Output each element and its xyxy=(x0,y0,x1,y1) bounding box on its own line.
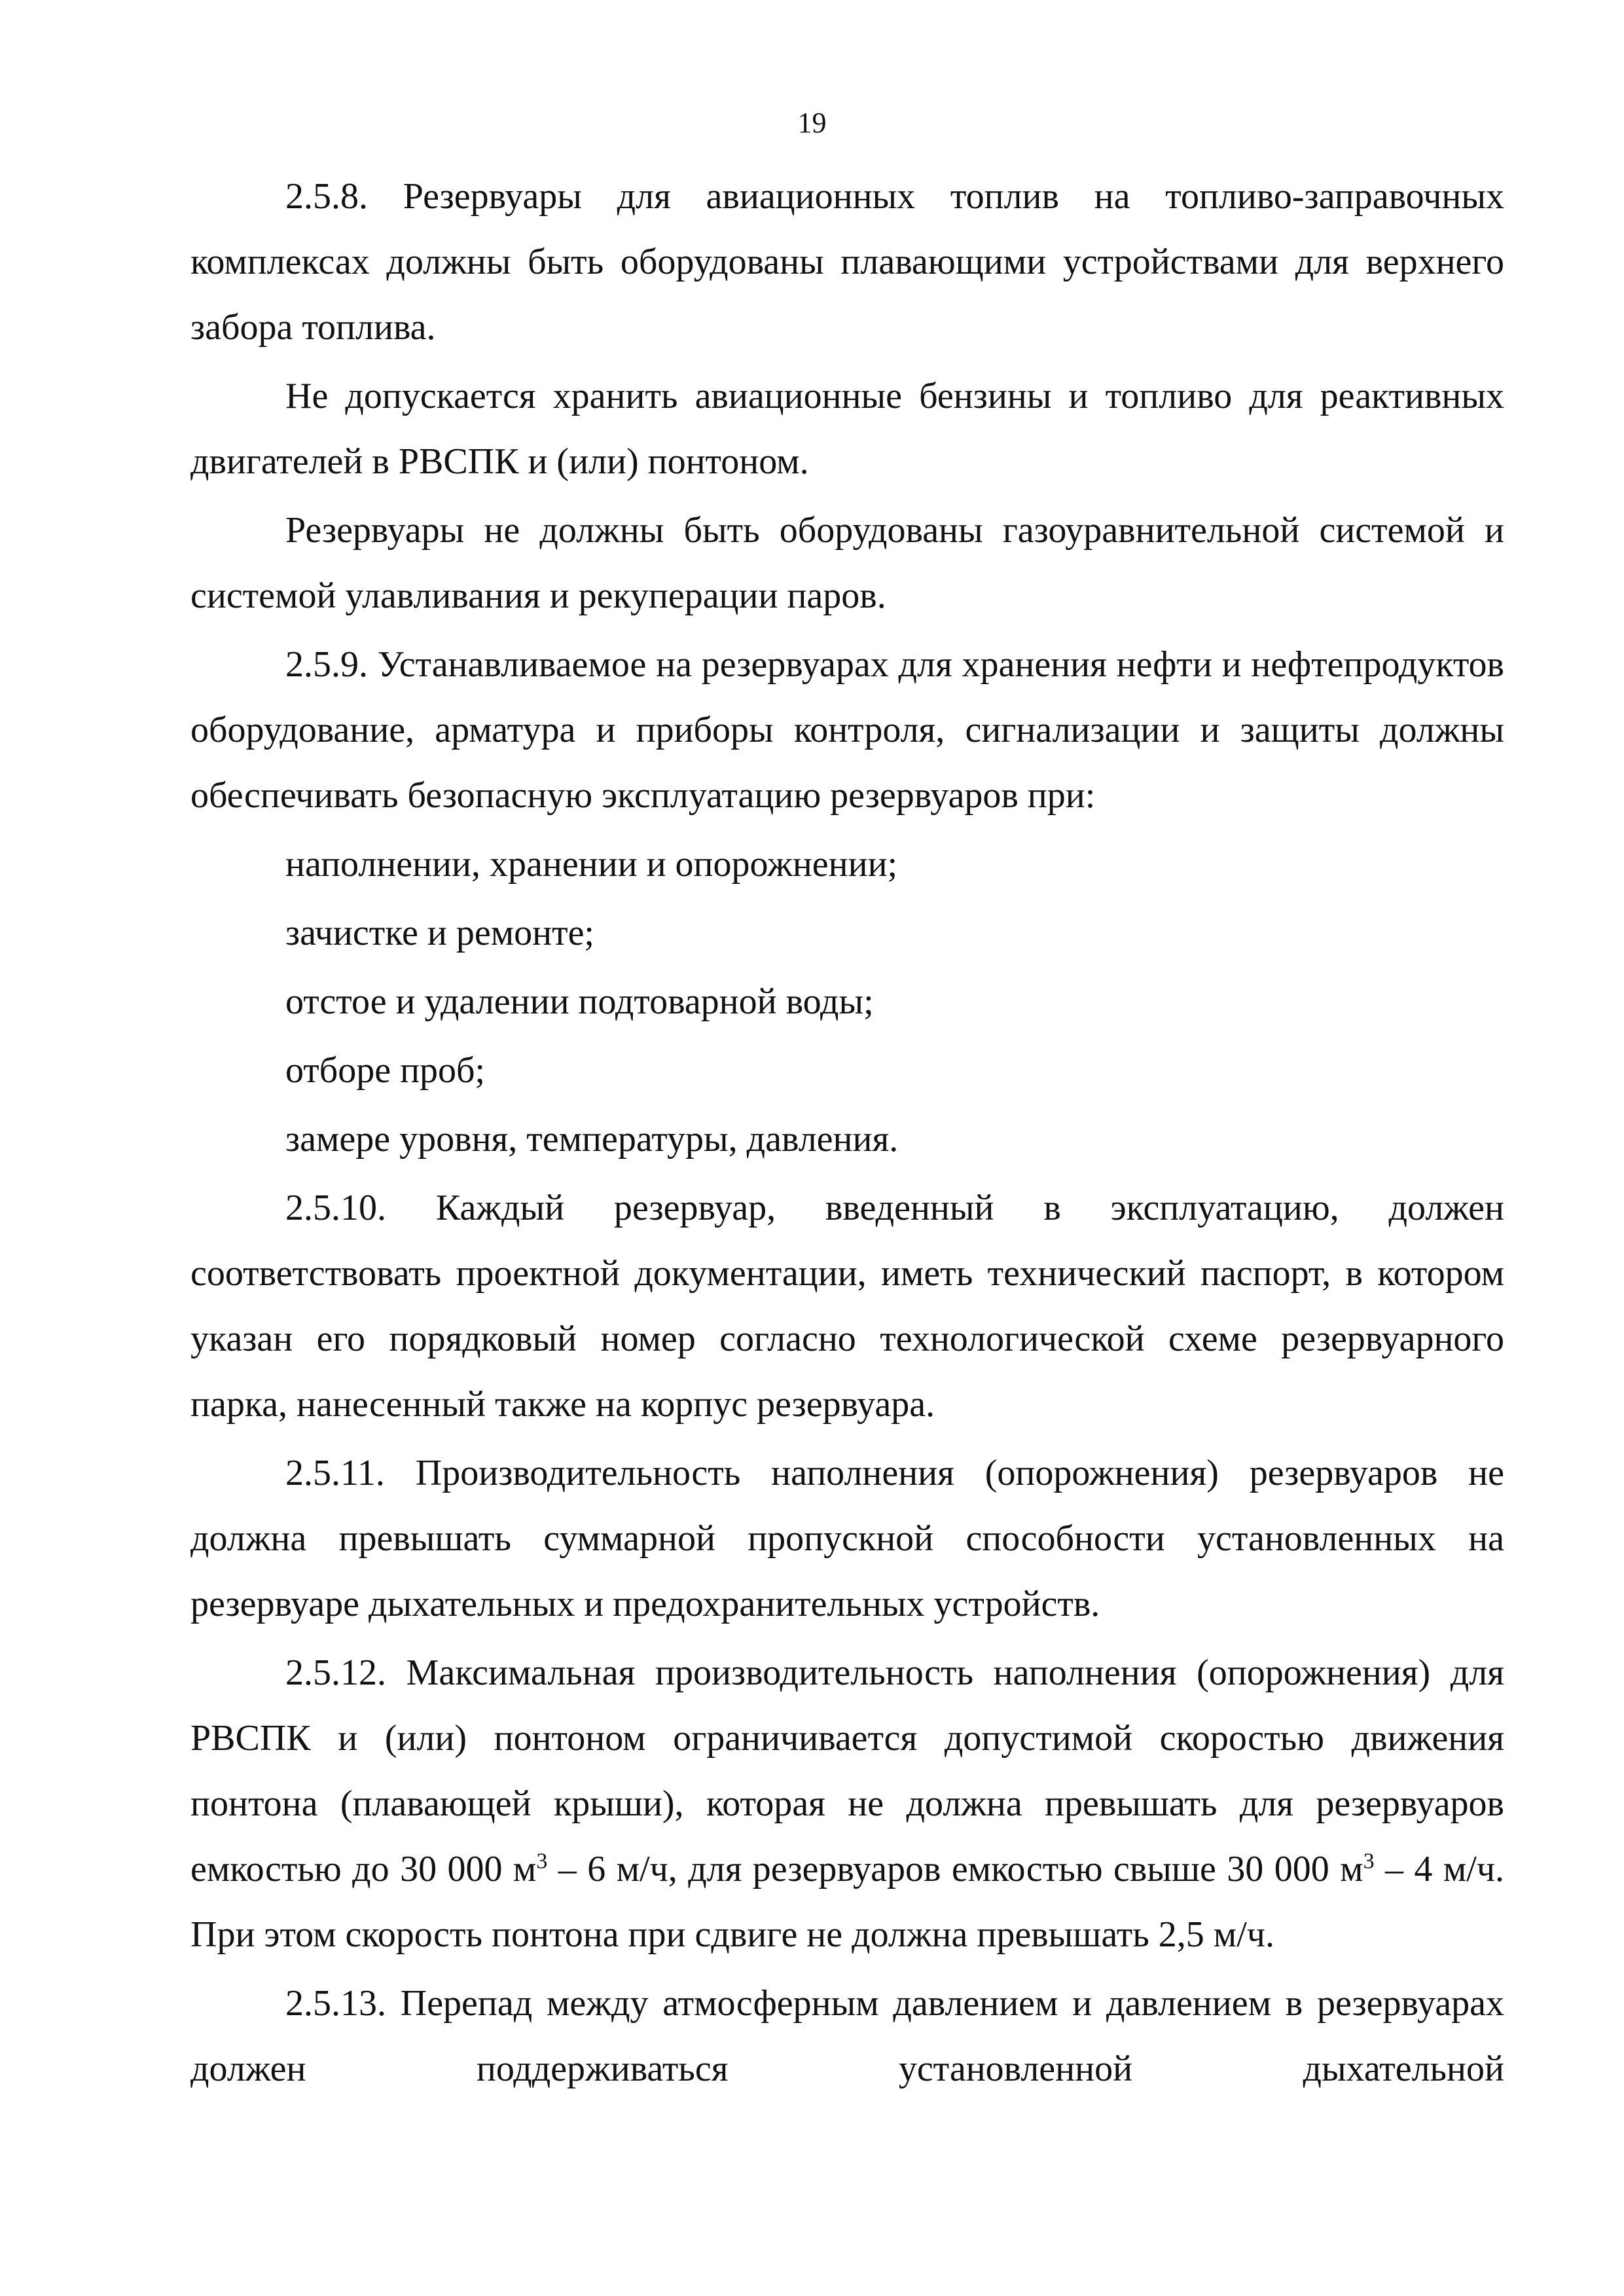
paragraph-2-5-10: 2.5.10. Каждый резервуар, введенный в эксплуатацию, должен соответствовать проектной документации, иметь технический паспорт, в котором указан его порядковый номер согласно технологической схеме резервуарного парка, нанесенный также на корпус резервуара. xyxy=(190,1188,1504,1425)
paragraph-2-5-12-part-c: – 4 м/ч. При этом скорость понтона при сдвиге не должна превышать 2,5 м/ч. xyxy=(190,1849,1505,1955)
document-body xyxy=(190,164,1504,2102)
paragraph-2-5-12 xyxy=(190,1640,1504,1967)
list-item: наполнении, хранении и опорожнении; xyxy=(285,844,898,884)
paragraph-2-5-11: 2.5.11. Производительность наполнения (опорожнения) резервуаров не должна превышать суммарной пропускной способности установленных на резервуаре дыхательных и предохранительных устройств. xyxy=(190,1453,1504,1624)
superscript-cubic: 3 xyxy=(536,1849,548,1874)
paragraph-2-5-12-part-b: – 6 м/ч, для резервуаров емкостью свыше 30 000 м xyxy=(547,1849,1363,1889)
paragraph-2-5-12-part-a: 2.5.12. Максимальная производительность наполнения (опорожнения) для РВСПК и (или) понтоном ограничивается допустимой скоростью движения понтона (плавающей крыши), которая не должна превышать для резервуаров емкостью до 30 000 м xyxy=(190,1652,1504,1889)
list-item: отстое и удалении подтоварной воды; xyxy=(285,981,874,1022)
list-item: зачистке и ремонте; xyxy=(285,913,594,953)
page-number: 19 xyxy=(797,107,827,139)
paragraph-no-gas-system: Резервуары не должны быть оборудованы газоуравнительной системой и системой улавливания и рекуперации паров. xyxy=(190,510,1504,616)
list-item: отборе проб; xyxy=(285,1050,486,1091)
paragraph-2-5-9: 2.5.9. Устанавливаемое на резервуарах для хранения нефти и нефтепродуктов оборудование, арматура и приборы контроля, сигнализации и защиты должны обеспечивать безопасную эксплуатацию резервуаров при: xyxy=(190,644,1504,816)
paragraph-prohibition: Не допускается хранить авиационные бензины и топливо для реактивных двигателей в РВСПК и (или) понтоном. xyxy=(190,376,1504,482)
paragraph-2-5-8: 2.5.8. Резервуары для авиационных топлив на топливо-заправочных комплексах должны быть оборудованы плавающими устройствами для верхнего забора топлива. xyxy=(190,176,1504,348)
superscript-cubic: 3 xyxy=(1363,1849,1375,1874)
paragraph-2-5-13: 2.5.13. Перепад между атмосферным давлением и давлением в резервуарах должен поддерживаться установленной дыхательной xyxy=(190,1983,1504,2089)
list-item: замере уровня, температуры, давления. xyxy=(285,1119,899,1159)
